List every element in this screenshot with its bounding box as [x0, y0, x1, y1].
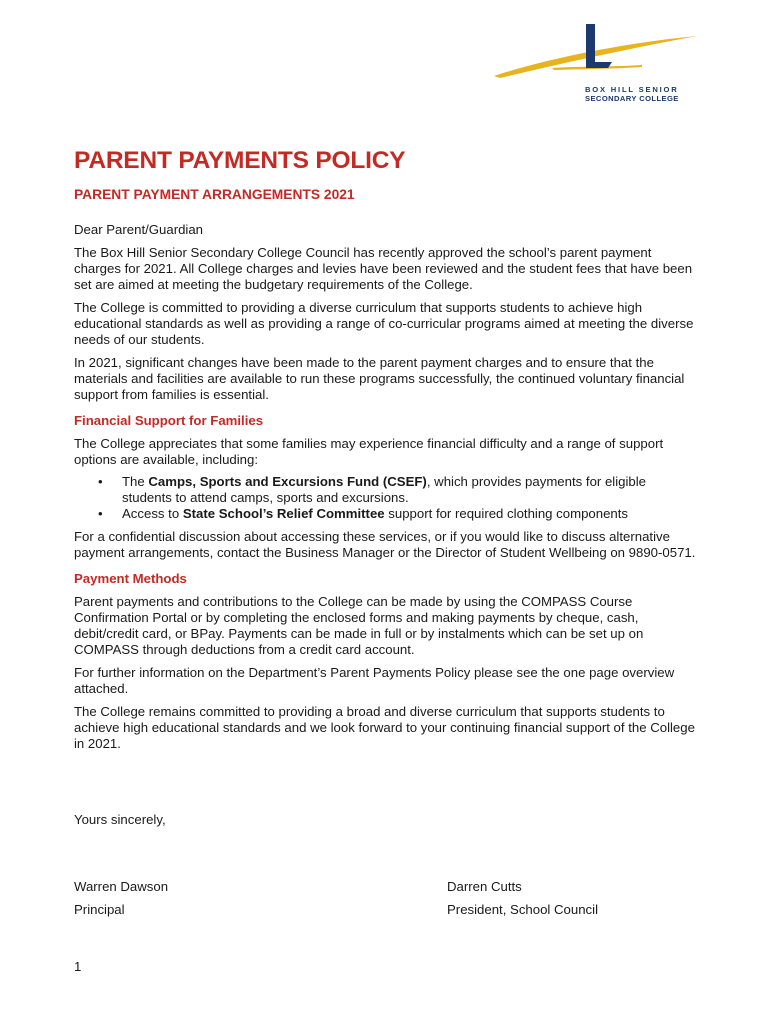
financial-support-heading: Financial Support for Families	[74, 413, 264, 428]
payment-paragraph-2: For further information on the Department’s Parent Payments Policy please see the one page overview attached.	[74, 665, 675, 696]
salutation: Dear Parent/Guardian	[74, 222, 204, 237]
page-number: 1	[74, 959, 82, 974]
payment-paragraph-3: The College remains committed to providing a broad and diverse curriculum that supports students to achieve high educational standards and we look forward to your continuing financial support of the College in 2021.	[74, 704, 695, 751]
relief-bold: State School’s Relief Committee	[182, 506, 385, 521]
page-subtitle: PARENT PAYMENT ARRANGEMENTS 2021	[74, 187, 355, 202]
csef-bold: Camps, Sports and Excursions Fund (CSEF)	[148, 474, 427, 489]
logo-l-foot	[586, 62, 612, 68]
logo-l-vertical	[586, 24, 595, 64]
financial-contact: For a confidential discussion about accessing these services, or if you would like to discuss alternative payment arrangements, contact the Business Manager or the Director of Student Wellbeing on 9890-0571.	[74, 529, 696, 560]
logo-line-1: BOX HILL SENIOR	[585, 85, 679, 94]
financial-intro: The College appreciates that some families may experience financial difficulty and a range of support options are available, including:	[74, 436, 664, 467]
letter-body	[74, 145, 699, 752]
list-item-csef: • The Camps, Sports and Excursions Fund (CSEF), which provides payments for eligible students to attend camps, sports and excursions.	[122, 474, 699, 506]
signatory-right-name: Darren Cutts	[447, 879, 522, 894]
paragraph-approval: The Box Hill Senior Secondary College Council has recently approved the school’s parent payment charges for 2021. All College charges and levies have been reviewed and the student fees that have been set are aimed at meeting the budgetary requirements of the College.	[74, 245, 693, 292]
signatory-left-name: Warren Dawson	[74, 879, 169, 894]
page-title: PARENT PAYMENTS POLICY	[74, 147, 406, 174]
paragraph-curriculum: The College is committed to providing a diverse curriculum that supports students to achieve high educational standards as well as providing a range of co-curricular programs aimed at meeting the diverse needs of our students.	[74, 300, 694, 347]
support-options-list	[74, 474, 699, 522]
list-item-relief: • Access to State School’s Relief Committee support for required clothing components	[122, 506, 699, 522]
paragraph-changes: In 2021, significant changes have been made to the parent payment charges and to ensure that the materials and facilities are available to run these programs successfully, the continued voluntary financial support from families is essential.	[74, 355, 685, 402]
payment-methods-heading: Payment Methods	[74, 571, 187, 586]
closing: Yours sincerely,	[74, 812, 166, 827]
logo-line-2: SECONDARY COLLEGE	[585, 94, 679, 103]
logo-swoosh	[494, 36, 697, 78]
payment-paragraph-1: Parent payments and contributions to the College can be made by using the COMPASS Course Confirmation Portal or by completing the enclosed forms and making payments by cheque, cash, debit/credit card, or BPay. Payments can be made in full or by instalments which can be set up on COMPASS through deductions from a credit card account.	[74, 594, 644, 657]
signatory-right-title: President, School Council	[447, 902, 599, 917]
signatory-left-title: Principal	[74, 902, 125, 917]
logo-wordmark	[585, 85, 695, 103]
